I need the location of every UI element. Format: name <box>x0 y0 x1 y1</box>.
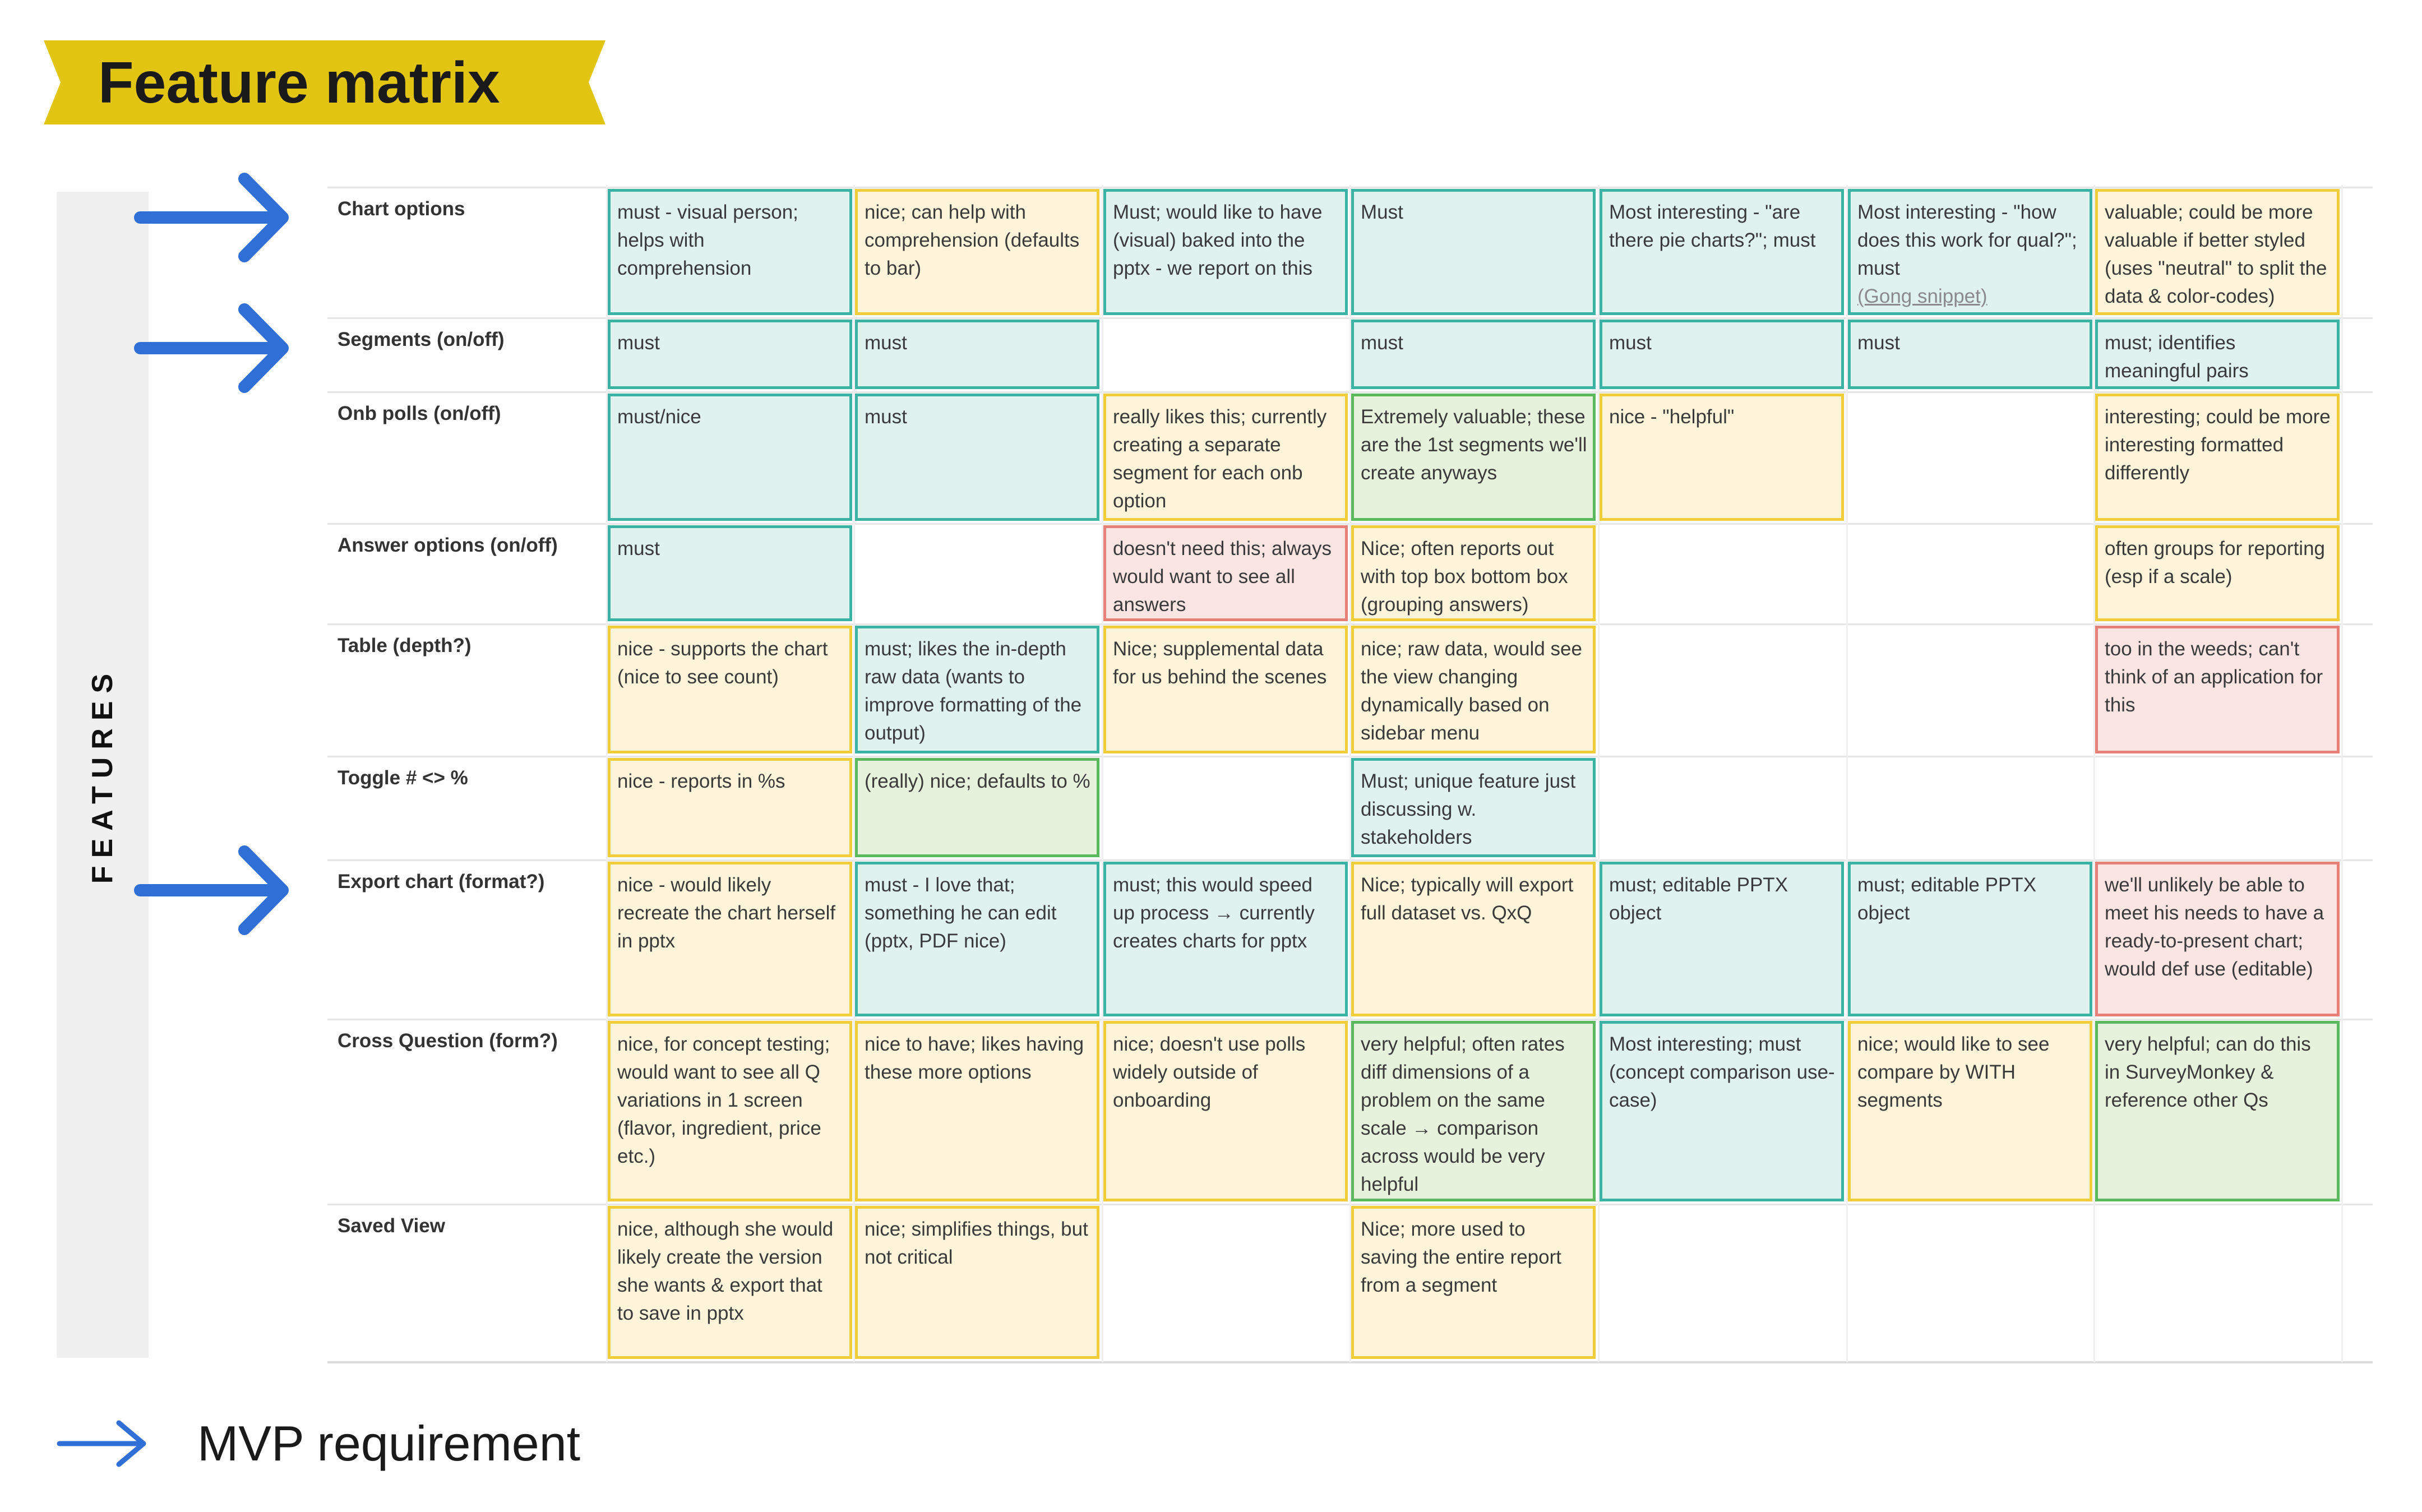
matrix-cell <box>855 189 1099 315</box>
matrix-cell <box>1848 320 2092 389</box>
cell-text: must <box>1361 332 1403 354</box>
feature-row-label: Segments (on/off) <box>338 329 505 350</box>
cell-text: nice; raw data, would see the view changing dynamically based on sidebar menu <box>1361 638 1582 744</box>
matrix-cell <box>608 626 852 753</box>
cell-text: nice to have; likes having these more options <box>865 1033 1084 1083</box>
cell-text: too in the weeds; can't think of an application for this <box>2105 638 2323 716</box>
cell-text: must; editable PPTX object <box>1857 874 2037 924</box>
cell-text: Most interesting - "how does this work for qual?"; must <box>1857 201 2077 279</box>
cell-text: must; likes the in-depth raw data (wants to improve formatting of the output) <box>865 638 1082 744</box>
cell-text: nice - "helpful" <box>1609 406 1735 428</box>
cell-text: very helpful; can do this in SurveyMonkey & reference other Qs <box>2105 1033 2311 1111</box>
matrix-cell <box>1103 525 1348 621</box>
matrix-cell <box>608 862 852 1016</box>
matrix-cell <box>2095 394 2340 521</box>
matrix-cell <box>1848 189 2092 315</box>
mvp-arrow-icon <box>132 843 295 938</box>
mvp-arrow-icon <box>132 170 295 265</box>
matrix-cell <box>1848 862 2092 1016</box>
cell-text: valuable; could be more valuable if better styled (uses "neutral" to split the data & color-codes) <box>2105 201 2327 307</box>
matrix-cell <box>1103 1021 1348 1201</box>
matrix-cell <box>855 862 1099 1016</box>
matrix-cell <box>1103 394 1348 521</box>
cell-text: Must; unique feature just discussing w. stakeholders <box>1361 770 1576 848</box>
cell-text: Most interesting - "are there pie charts?"; must <box>1609 201 1816 251</box>
cell-text: must <box>865 406 907 428</box>
matrix-cell <box>1103 862 1348 1016</box>
feature-row-label: Toggle # <> % <box>338 767 468 789</box>
cell-text: nice, for concept testing; would want to see all Q variations in 1 screen (flavor, ingredient, price etc.) <box>617 1033 830 1167</box>
cell-text: nice - supports the chart (nice to see count) <box>617 638 828 688</box>
cell-text: must; identifies meaningful pairs <box>2105 332 2249 382</box>
cell-text: must - visual person; helps with comprehension <box>617 201 798 279</box>
matrix-cell <box>1351 626 1596 753</box>
matrix-cell <box>2095 626 2340 753</box>
matrix-cell <box>855 1206 1099 1359</box>
matrix-cell <box>2095 320 2340 389</box>
cell-text: doesn't need this; always would want to see all answers <box>1113 538 1332 616</box>
matrix-cell <box>1351 320 1596 389</box>
matrix-cell <box>855 1021 1099 1201</box>
matrix-cell <box>2095 1021 2340 1201</box>
cell-text: must/nice <box>617 406 701 428</box>
matrix-cell <box>1600 1021 1844 1201</box>
feature-row-label: Saved View <box>338 1215 445 1237</box>
matrix-cell <box>1351 862 1596 1016</box>
cell-text: Nice; often reports out with top box bottom box (grouping answers) <box>1361 538 1568 616</box>
cell-text: Nice; more used to saving the entire report from a segment <box>1361 1218 1561 1296</box>
matrix-cell <box>1351 758 1596 857</box>
matrix-cell <box>1848 1021 2092 1201</box>
right-arrow-icon <box>56 1418 151 1469</box>
cell-text: nice, although she would likely create the version she wants & export that to save in pptx <box>617 1218 834 1324</box>
cell-text: must - I love that; something he can edit (pptx, PDF nice) <box>865 874 1057 952</box>
cell-text: must <box>865 332 907 354</box>
matrix-cell <box>1600 189 1844 315</box>
cell-text: nice; would like to see compare by WITH segments <box>1857 1033 2050 1111</box>
cell-text: interesting; could be more interesting formatted differently <box>2105 406 2331 484</box>
matrix-cell <box>2095 862 2340 1016</box>
cell-text: nice; simplifies things, but not critical <box>865 1218 1088 1268</box>
matrix-cell <box>855 626 1099 753</box>
matrix-cell <box>1600 394 1844 521</box>
feature-row-label: Cross Question (form?) <box>338 1030 558 1052</box>
matrix-cell <box>608 1206 852 1359</box>
gong-snippet-link[interactable]: (Gong snippet) <box>1857 285 1987 307</box>
feature-matrix-table <box>327 185 2373 1362</box>
matrix-cell <box>1351 1206 1596 1359</box>
cell-text: must; this would speed up process → currently creates charts for pptx <box>1113 874 1315 952</box>
cell-text: (really) nice; defaults to % <box>865 770 1090 792</box>
matrix-cell <box>2095 525 2340 621</box>
matrix-cell <box>855 320 1099 389</box>
matrix-cell <box>1351 189 1596 315</box>
matrix-cell <box>855 758 1099 857</box>
matrix-cell <box>1103 189 1348 315</box>
feature-row-label: Export chart (format?) <box>338 871 545 893</box>
cell-text: must <box>1857 332 1900 354</box>
matrix-cell <box>608 525 852 621</box>
matrix-cell <box>1351 525 1596 621</box>
matrix-cell <box>608 320 852 389</box>
feature-row-label: Onb polls (on/off) <box>338 403 501 424</box>
cell-text: Nice; supplemental data for us behind the scenes <box>1113 638 1327 688</box>
feature-row-label: Answer options (on/off) <box>338 534 558 556</box>
cell-text: Must; would like to have (visual) baked into the pptx - we report on this <box>1113 201 1323 279</box>
mvp-arrow-icon <box>132 300 295 396</box>
cell-text: nice - would likely recreate the chart herself in pptx <box>617 874 836 952</box>
cell-text: Nice; typically will export full dataset vs. QxQ <box>1361 874 1574 924</box>
cell-text: must <box>617 538 660 560</box>
cell-text: often groups for reporting (esp if a scale) <box>2105 538 2326 588</box>
cell-text: nice; can help with comprehension (defaults to bar) <box>865 201 1080 279</box>
cell-text: Must <box>1361 201 1403 223</box>
matrix-cell <box>855 394 1099 521</box>
legend-label: MVP requirement <box>197 1416 581 1471</box>
cell-text: nice - reports in %s <box>617 770 785 792</box>
cell-text: must; editable PPTX object <box>1609 874 1788 924</box>
cell-text: Extremely valuable; these are the 1st segments we'll create anyways <box>1361 406 1587 484</box>
matrix-cell <box>2095 189 2340 315</box>
matrix-cell <box>1600 320 1844 389</box>
matrix-cell <box>608 1021 852 1201</box>
matrix-cell <box>608 189 852 315</box>
matrix-cell <box>608 394 852 521</box>
cell-text: must <box>1609 332 1652 354</box>
features-axis-label: FEATURES <box>86 665 119 884</box>
matrix-cell <box>1351 394 1596 521</box>
column-divider <box>2341 185 2343 1362</box>
cell-text: really likes this; currently creating a separate segment for each onb option <box>1113 406 1327 512</box>
matrix-cell <box>1103 626 1348 753</box>
matrix-cell <box>1351 1021 1596 1201</box>
feature-row-label: Chart options <box>338 198 465 220</box>
page-title: Feature matrix <box>98 50 500 115</box>
cell-text: must <box>617 332 660 354</box>
cell-text: Most interesting; must (concept comparison use-case) <box>1609 1033 1835 1111</box>
cell-text: very helpful; often rates diff dimensions of a problem on the same scale → comparison across would be very helpful <box>1361 1033 1565 1195</box>
cell-text: nice; doesn't use polls widely outside of onboarding <box>1113 1033 1306 1111</box>
matrix-cell <box>1600 862 1844 1016</box>
feature-row-label: Table (depth?) <box>338 635 472 656</box>
matrix-cell <box>608 758 852 857</box>
cell-text: we'll unlikely be able to meet his needs to have a ready-to-present chart; would def use (editable) <box>2105 874 2324 980</box>
